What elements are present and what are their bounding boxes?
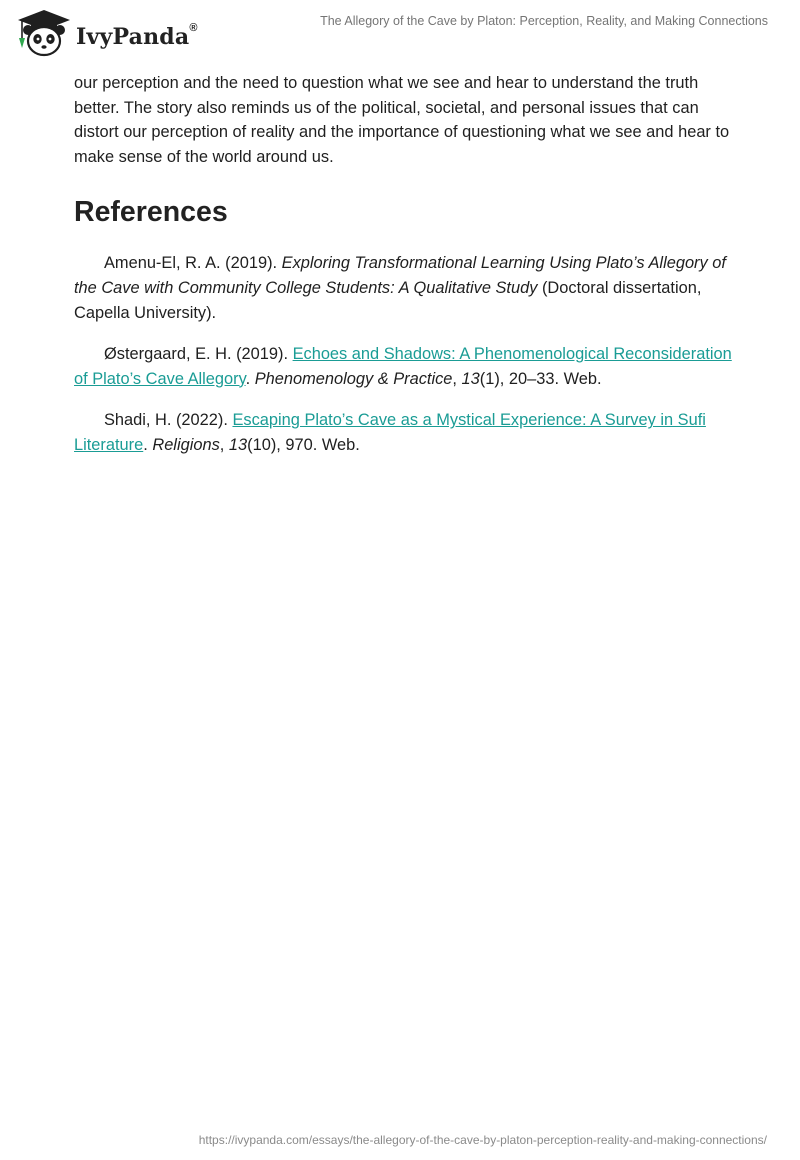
reference-sep: , (219, 435, 229, 454)
document-body (74, 71, 734, 475)
reference-details: (Doctoral dissertation, Capella University). (74, 278, 702, 322)
reference-authors: Amenu-El, R. A. (2019). (104, 254, 282, 273)
reference-journal: Phenomenology & Practice (254, 369, 453, 388)
reference-details: (1), 20–33. Web. (479, 369, 602, 388)
reference-link[interactable]: Echoes and Shadows: A Phenomenological Reconsideration of Plato’s Cave Allegory (74, 345, 732, 388)
reference-authors: Østergaard, E. H. (2019). (104, 345, 293, 364)
reference-link[interactable]: Escaping Plato’s Cave as a Mystical Experience: A Survey in Sufi Literature (74, 411, 706, 454)
page-header (0, 0, 800, 64)
reference-title: Exploring Transformational Learning Using Plato’s Allegory of the Cave with Community College Students: A Qualitative Study (74, 254, 726, 297)
logo-wordmark: IvyPanda (76, 23, 190, 50)
reference-item (74, 342, 734, 391)
reference-item (74, 408, 734, 457)
intro-paragraph: our perception and the need to question what we see and hear to understand the truth better. The story also reminds us of the political, societal, and personal issues that can distort our perception of reality and the importance of questioning what we see and hear to make sense of the world around us. (74, 74, 730, 166)
reference-punct: . (245, 369, 255, 388)
reference-punct: . (143, 435, 153, 454)
reference-details: (10), 970. Web. (247, 435, 360, 454)
document-title: The Allegory of the Cave by Platon: Perception, Reality, and Making Connections (320, 14, 768, 28)
reference-sep: , (452, 369, 462, 388)
footer-url[interactable]: https://ivypanda.com/essays/the-allegory-of-the-cave-by-platon-perception-reality-and-making-connections/ (198, 1133, 767, 1147)
ivypanda-logo[interactable] (14, 8, 198, 63)
registered-mark: ® (189, 21, 198, 34)
ivypanda-logo-icon (14, 8, 74, 63)
references-heading: References (74, 196, 228, 229)
reference-authors: Shadi, H. (2022). (104, 411, 233, 430)
reference-item (74, 251, 734, 325)
reference-journal: Religions (152, 435, 220, 454)
reference-volume: 13 (228, 435, 248, 454)
references-list (74, 251, 734, 457)
logo-text (76, 21, 198, 50)
reference-volume: 13 (461, 369, 480, 388)
